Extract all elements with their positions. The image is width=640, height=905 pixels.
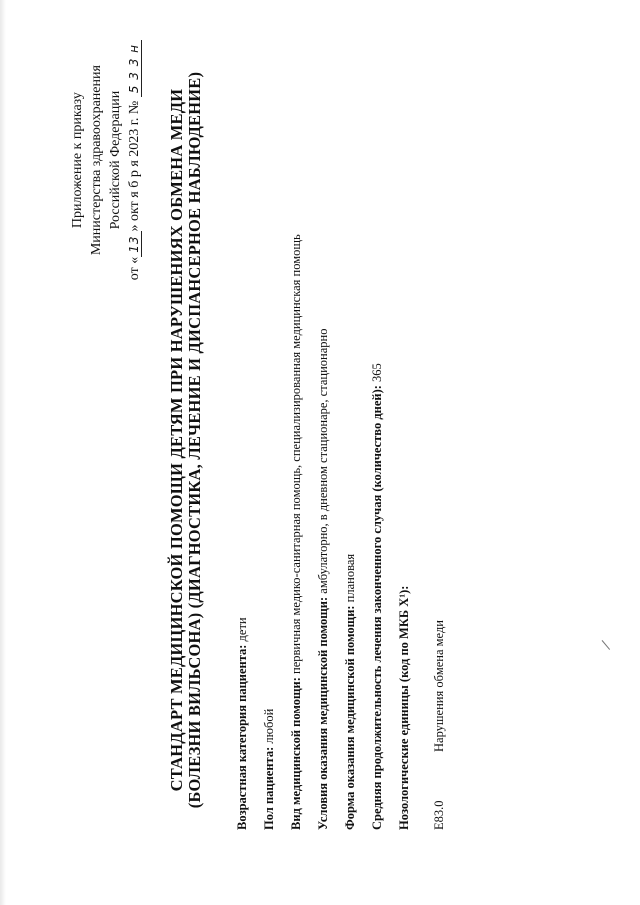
field-label: Условия оказания медицинской помощи:	[316, 596, 330, 830]
handwritten-number: 5 3 3 н	[127, 40, 142, 97]
field-care-type	[289, 40, 316, 830]
appendix-date-line	[125, 40, 144, 280]
field-value: дети	[235, 617, 249, 642]
rotated-content	[60, 20, 620, 880]
field-label: Возрастная категория пациента:	[235, 644, 249, 830]
appendix-line-2: Министерства здравоохранения	[89, 65, 104, 256]
field-value: 365	[370, 363, 384, 382]
appendix-line-1: Приложение к приказу	[70, 92, 85, 229]
appendix-block	[68, 40, 144, 280]
field-label: Пол пациента:	[262, 746, 276, 830]
pen-mark	[602, 638, 613, 650]
field-age	[235, 40, 262, 830]
nosology-code: E83.0	[432, 800, 446, 830]
field-duration	[370, 40, 397, 830]
field-value: амбулаторно, в дневном стационаре, стационарно	[316, 328, 330, 594]
appendix-line-3: Российской Федерации	[108, 90, 123, 230]
field-value: любой	[262, 708, 276, 744]
field-care-conditions	[316, 40, 343, 830]
nosology-row	[432, 40, 447, 830]
field-nosology	[397, 40, 424, 830]
document-title	[168, 40, 204, 840]
date-month-year: » окт я б р я 2023 г. №	[127, 100, 142, 232]
field-label: Вид медицинской помощи:	[289, 677, 303, 830]
field-sex	[262, 40, 289, 830]
field-care-form	[343, 40, 370, 830]
field-label: Форма оказания медицинской помощи:	[343, 605, 357, 830]
handwritten-day: 13	[127, 231, 142, 256]
field-label: Средняя продолжительность лечения законченного случая (количество дней):	[370, 385, 384, 830]
fields-list	[235, 40, 447, 830]
field-label: Нозологические единицы (код по МКБ X¹):	[397, 585, 411, 830]
title-line-1: СТАНДАРТ МЕДИЦИНСКОЙ ПОМОЩИ ДЕТЯМ ПРИ НАРУШЕНИЯХ ОБМЕНА МЕДИ	[167, 88, 186, 792]
title-line-2: (БОЛЕЗНИ ВИЛЬСОНА) (ДИАГНОСТИКА, ЛЕЧЕНИЕ И ДИСПАНСЕРНОЕ НАБЛЮДЕНИЕ)	[185, 71, 204, 809]
field-value: первичная медико-санитарная помощь, специализированная медицинская помощь	[289, 234, 303, 674]
nosology-name: Нарушения обмена меди	[432, 620, 446, 752]
scan-edge	[0, 0, 6, 905]
field-value: плановая	[343, 553, 357, 603]
date-prefix: от «	[127, 256, 142, 281]
